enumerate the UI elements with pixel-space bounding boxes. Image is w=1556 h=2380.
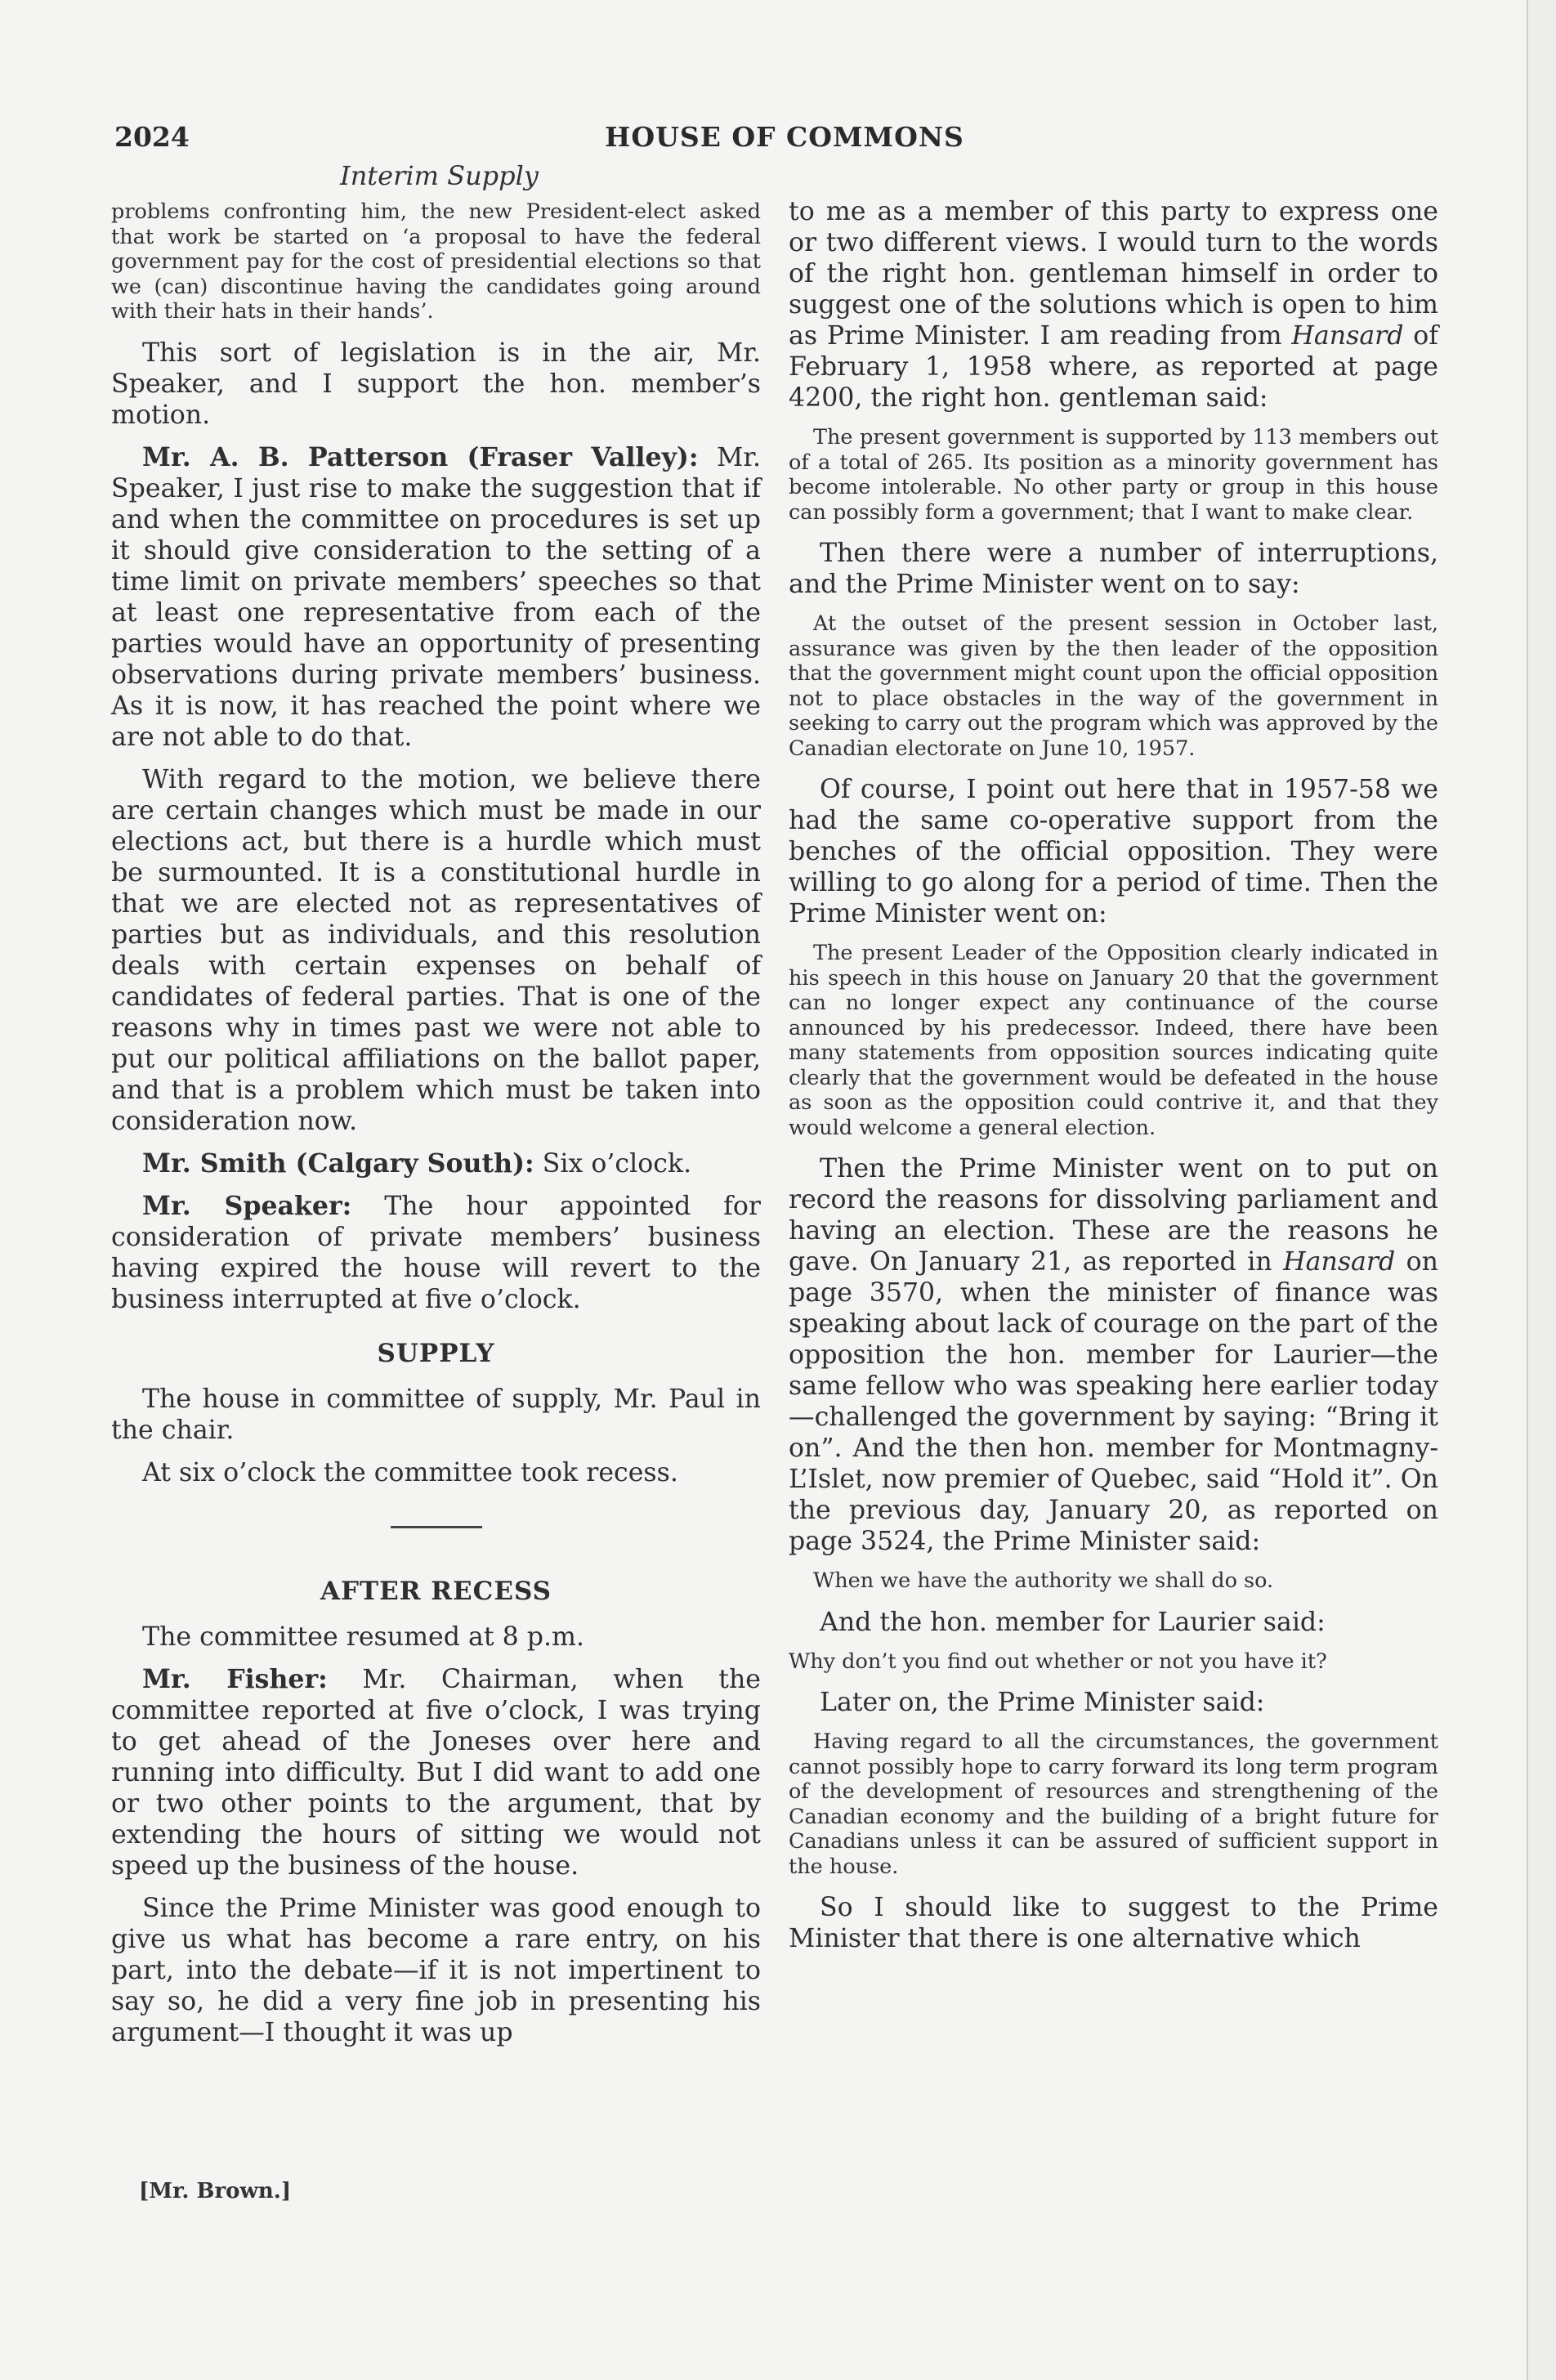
paragraph: Then there were a number of interruptions, and the Prime Minister went on to say: xyxy=(789,539,1438,599)
paragraph: So I should like to suggest to the Prime Minister that there is one alternative which xyxy=(789,1893,1438,1953)
section-heading-after-recess: AFTER RECESS xyxy=(320,1576,552,1606)
paragraph xyxy=(111,1664,761,1881)
quote-text: When we have the authority we shall do so. xyxy=(813,1568,1274,1593)
speech-text: Six o’clock. xyxy=(534,1148,692,1179)
running-title: HOUSE OF COMMONS xyxy=(605,121,964,153)
section-divider xyxy=(391,1526,482,1528)
italic-text: Hansard xyxy=(1283,1247,1396,1277)
left-column xyxy=(111,196,761,2060)
page-number: 2024 xyxy=(114,121,190,153)
speaker-name: Mr. A. B. Patterson (Fraser Valley): xyxy=(142,441,699,472)
paragraph xyxy=(111,1191,761,1315)
quote-text: The present Leader of the Opposition clearly indicated in his speech in this house on January 20 that the government can no longer expect any continuance of the course announced by his predecessor. Indeed, there have been many statements from opposition sources indicating quite clearly that the government would be defeated in the house as soon as the opposition could contrive it, and that they would welcome a general election. xyxy=(789,941,1438,1140)
page-header xyxy=(114,121,1455,162)
footer-attribution: [Mr. Brown.] xyxy=(139,2179,292,2203)
paragraph xyxy=(789,1153,1438,1557)
text-run: on page 3570, when the minister of finance was speaking about lack of courage on the part of the opposition the hon. member for Laurier—the same fellow who was speaking here earlier today—challenged the government by saying: “Bring it on”. And the then hon. member for Montmagny-L’Islet, now premier of Quebec, said “Hold it”. On the previous day, January 20, as reported on page 3524, the Prime Minister said: xyxy=(789,1247,1438,1556)
paragraph: And the hon. member for Laurier said: xyxy=(820,1607,1326,1637)
text-run: of February 1, 1958 where, as reported at page 4200, the right hon. gentleman said: xyxy=(789,321,1438,413)
paragraph: Of course, I point out here that in 1957-58 we had the same co-operative support from the benches of the official opposition. They were willing to go along for a period of time. Then the Prime Minister went on: xyxy=(789,775,1438,928)
paragraph: The house in committee of supply, Mr. Paul in the chair. xyxy=(111,1384,761,1445)
speaker-name: Mr. Speaker: xyxy=(142,1190,352,1221)
paragraph xyxy=(789,196,1438,414)
text-run: Then the Prime Minister went on to put on record the reasons for dissolving parliament and having an election. These are the reasons he gave. On January 21, as reported in xyxy=(789,1154,1438,1277)
section-subtitle: Interim Supply xyxy=(340,160,539,191)
paragraph: Later on, the Prime Minister said: xyxy=(820,1688,1265,1717)
paragraph xyxy=(111,442,761,753)
speech-text: Mr. Chairman, when the committee reported at five o’clock, I was trying to get ahead of the Joneses over here and running into difficulty. But I did want to add one or two other points to the argument, that by extending the hours of sitting we would not speed up the business of the house. xyxy=(111,1664,761,1881)
paragraph xyxy=(111,1148,761,1179)
quote-text: Having regard to all the circumstances, the government cannot possibly hope to carry forward its long term program of the development of resources and strengthening of the Canadian economy and the building of a bright future for Canadians unless it can be assured of sufficient support in the house. xyxy=(789,1729,1438,1879)
section-heading-supply: SUPPLY xyxy=(377,1338,495,1368)
paragraph: With regard to the motion, we believe there are certain changes which must be made in our elections act, but there is a hurdle which must be surmounted. It is a constitutional hurdle in that we are elected not as representatives of parties but as individuals, and this resolution deals with certain expenses on behalf of candidates of federal parties. That is one of the reasons why in times past we were not able to put our political affiliations on the ballot paper, and that is a problem which must be taken into consideration now. xyxy=(111,764,761,1136)
paragraph: Since the Prime Minister was good enough to give us what has become a rare entry, on his part, into the debate—if it is not impertinent to say so, he did a very fine job in presenting his argument—I thought it was up xyxy=(111,1893,761,2047)
right-column xyxy=(789,196,1438,1966)
paragraph: The committee resumed at 8 p.m. xyxy=(142,1622,584,1652)
speaker-name: Mr. Fisher: xyxy=(142,1663,328,1694)
paragraph: This sort of legislation is in the air, Mr. Speaker, and I support the hon. member’s motion. xyxy=(111,338,761,430)
quote-text: Why don’t you find out whether or not you have it? xyxy=(789,1649,1327,1674)
speaker-name: Mr. Smith (Calgary South): xyxy=(142,1148,534,1179)
quote-text: At the outset of the present session in October last, assurance was given by the then leader of the opposition that the government might count upon the official opposition not to place obstacles in the way of the government in seeking to carry out the program which was approved by the Canadian electorate on June 10, 1957. xyxy=(789,611,1438,761)
quote-text: problems confronting him, the new President-elect asked that work be started on ‘a proposal to have the federal government pay for the cost of presidential elections so that we (can) discontinue having the candidates going around with their hats in their hands’. xyxy=(111,199,761,324)
text-run: to me as a member of this party to express one or two different views. I would turn to the words of the right hon. gentleman himself in order to suggest one of the solutions which is open to him as Prime Minister. I am reading from xyxy=(789,197,1438,351)
speech-text: Mr. Speaker, I just rise to make the suggestion that if and when the committee on procedures is set up it should give consideration to the setting of a time limit on private members’ speeches so that at least one representative from each of the parties would have an opportunity of presenting observations during private members’ business. As it is now, it has reached the point where we are not able to do that. xyxy=(111,442,761,752)
speech-text: The hour appointed for consideration of private members’ business having expired the house will revert to the business interrupted at five o’clock. xyxy=(111,1191,761,1314)
quote-text: The present government is supported by 113 members out of a total of 265. Its position as a minority government has become intolerable. No other party or group in this house can possibly form a government; that I want to make clear. xyxy=(789,425,1438,525)
paragraph: At six o’clock the committee took recess. xyxy=(142,1457,678,1488)
italic-text: Hansard xyxy=(1291,321,1404,351)
